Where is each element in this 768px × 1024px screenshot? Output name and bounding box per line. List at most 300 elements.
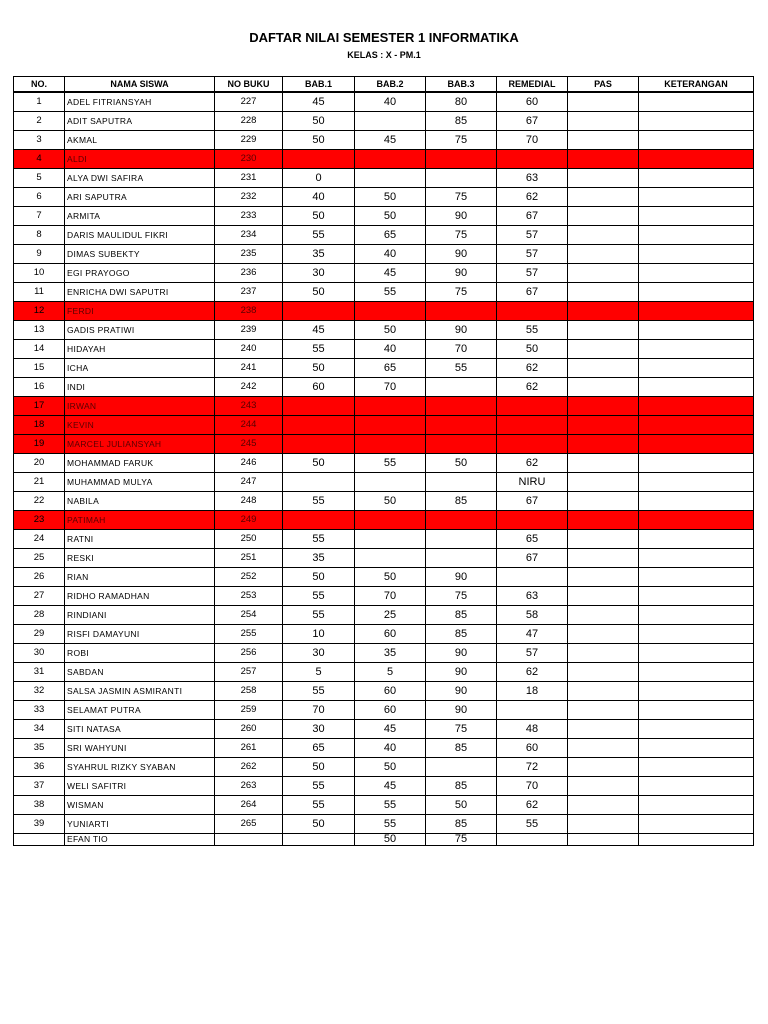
table-row (14, 302, 754, 321)
cell-no-buku: 239 (215, 321, 283, 340)
cell-nama: INDI (65, 378, 215, 397)
table-row (14, 777, 754, 796)
cell-no: 29 (14, 625, 65, 644)
cell-nama: DARIS MAULIDUL FIKRI (65, 226, 215, 245)
cell-keterangan (639, 92, 754, 112)
cell-nama: ARI SAPUTRA (65, 188, 215, 207)
cell-no: 3 (14, 131, 65, 150)
cell-pas (568, 587, 639, 606)
cell-keterangan (639, 245, 754, 264)
cell-keterangan (639, 644, 754, 663)
cell-no: 20 (14, 454, 65, 473)
cell-no: 37 (14, 777, 65, 796)
cell-no-buku (215, 834, 283, 846)
cell-nama: AKMAL (65, 131, 215, 150)
cell-nama: ADIT SAPUTRA (65, 112, 215, 131)
cell-bab2: 45 (355, 720, 426, 739)
cell-nama: IRWAN (65, 397, 215, 416)
cell-bab3 (426, 530, 497, 549)
header-no: NO. (14, 77, 65, 93)
cell-keterangan (639, 150, 754, 169)
cell-nama: SITI NATASA (65, 720, 215, 739)
cell-no: 15 (14, 359, 65, 378)
cell-keterangan (639, 663, 754, 682)
cell-keterangan (639, 834, 754, 846)
cell-bab3 (426, 302, 497, 321)
cell-bab2: 55 (355, 283, 426, 302)
cell-no: 4 (14, 150, 65, 169)
cell-bab2: 55 (355, 815, 426, 834)
cell-remedial: 62 (497, 359, 568, 378)
cell-bab3 (426, 435, 497, 454)
cell-bab1: 35 (283, 549, 355, 568)
cell-bab2: 45 (355, 131, 426, 150)
table-row (14, 245, 754, 264)
header-bab3: BAB.3 (426, 77, 497, 93)
cell-no-buku: 238 (215, 302, 283, 321)
cell-remedial: 58 (497, 606, 568, 625)
table-row (14, 207, 754, 226)
cell-remedial (497, 435, 568, 454)
header-bab2: BAB.2 (355, 77, 426, 93)
cell-remedial: 67 (497, 207, 568, 226)
cell-keterangan (639, 815, 754, 834)
cell-bab2: 65 (355, 359, 426, 378)
table-row (14, 549, 754, 568)
cell-pas (568, 321, 639, 340)
cell-keterangan (639, 777, 754, 796)
cell-remedial: 57 (497, 226, 568, 245)
cell-bab2: 40 (355, 245, 426, 264)
cell-keterangan (639, 568, 754, 587)
cell-remedial: 62 (497, 796, 568, 815)
cell-bab3: 70 (426, 340, 497, 359)
cell-keterangan (639, 701, 754, 720)
cell-remedial (497, 302, 568, 321)
cell-keterangan (639, 283, 754, 302)
cell-no-buku: 256 (215, 644, 283, 663)
cell-nama: SRI WAHYUNI (65, 739, 215, 758)
cell-remedial: 63 (497, 169, 568, 188)
cell-keterangan (639, 473, 754, 492)
cell-pas (568, 226, 639, 245)
cell-bab2: 50 (355, 321, 426, 340)
cell-pas (568, 473, 639, 492)
table-row (14, 530, 754, 549)
cell-nama: RATNI (65, 530, 215, 549)
cell-remedial: 62 (497, 454, 568, 473)
table-row (14, 568, 754, 587)
cell-bab3: 90 (426, 701, 497, 720)
cell-pas (568, 739, 639, 758)
table-row (14, 606, 754, 625)
table-row (14, 511, 754, 530)
cell-no-buku: 237 (215, 283, 283, 302)
cell-bab2: 60 (355, 625, 426, 644)
cell-pas (568, 644, 639, 663)
cell-bab1: 50 (283, 112, 355, 131)
cell-bab1: 30 (283, 644, 355, 663)
cell-bab2: 50 (355, 758, 426, 777)
cell-pas (568, 663, 639, 682)
cell-pas (568, 112, 639, 131)
cell-bab3: 55 (426, 359, 497, 378)
cell-no: 2 (14, 112, 65, 131)
cell-bab3: 85 (426, 112, 497, 131)
cell-pas (568, 720, 639, 739)
cell-no-buku: 232 (215, 188, 283, 207)
cell-no-buku: 227 (215, 92, 283, 112)
table-row (14, 473, 754, 492)
cell-remedial (497, 511, 568, 530)
cell-nama: MOHAMMAD FARUK (65, 454, 215, 473)
cell-nama: WELI SAFITRI (65, 777, 215, 796)
cell-remedial: NIRU (497, 473, 568, 492)
cell-pas (568, 188, 639, 207)
cell-remedial: 63 (497, 587, 568, 606)
cell-pas (568, 834, 639, 846)
cell-bab1: 55 (283, 492, 355, 511)
cell-no-buku: 265 (215, 815, 283, 834)
cell-nama: RISFI DAMAYUNI (65, 625, 215, 644)
cell-no-buku: 228 (215, 112, 283, 131)
cell-nama: YUNIARTI (65, 815, 215, 834)
cell-bab2 (355, 302, 426, 321)
cell-pas (568, 777, 639, 796)
cell-keterangan (639, 416, 754, 435)
cell-no-buku: 234 (215, 226, 283, 245)
cell-bab1: 50 (283, 568, 355, 587)
table-row (14, 739, 754, 758)
header-pas: PAS (568, 77, 639, 93)
cell-pas (568, 169, 639, 188)
cell-pas (568, 549, 639, 568)
cell-keterangan (639, 302, 754, 321)
cell-no: 13 (14, 321, 65, 340)
cell-bab3: 75 (426, 226, 497, 245)
cell-no-buku: 233 (215, 207, 283, 226)
cell-no: 10 (14, 264, 65, 283)
cell-no-buku: 248 (215, 492, 283, 511)
cell-keterangan (639, 739, 754, 758)
cell-bab1: 50 (283, 454, 355, 473)
table-row (14, 625, 754, 644)
cell-no-buku: 241 (215, 359, 283, 378)
cell-bab1 (283, 834, 355, 846)
cell-nama: DIMAS SUBEKTY (65, 245, 215, 264)
cell-remedial: 65 (497, 530, 568, 549)
cell-bab1: 45 (283, 92, 355, 112)
cell-no-buku: 230 (215, 150, 283, 169)
cell-pas (568, 701, 639, 720)
cell-remedial: 70 (497, 131, 568, 150)
cell-remedial: 57 (497, 644, 568, 663)
cell-remedial: 62 (497, 378, 568, 397)
cell-keterangan (639, 226, 754, 245)
cell-no: 34 (14, 720, 65, 739)
cell-no: 19 (14, 435, 65, 454)
cell-no-buku: 260 (215, 720, 283, 739)
table-row (14, 682, 754, 701)
cell-keterangan (639, 378, 754, 397)
cell-bab3 (426, 758, 497, 777)
cell-no: 22 (14, 492, 65, 511)
cell-remedial: 67 (497, 549, 568, 568)
cell-no: 14 (14, 340, 65, 359)
cell-remedial: 47 (497, 625, 568, 644)
cell-no-buku: 246 (215, 454, 283, 473)
cell-bab2: 50 (355, 834, 426, 846)
cell-bab3: 85 (426, 606, 497, 625)
table-row (14, 834, 754, 846)
cell-bab1: 60 (283, 378, 355, 397)
cell-pas (568, 207, 639, 226)
cell-remedial (497, 150, 568, 169)
cell-keterangan (639, 207, 754, 226)
cell-bab2 (355, 511, 426, 530)
cell-no: 12 (14, 302, 65, 321)
cell-bab3 (426, 549, 497, 568)
cell-bab2 (355, 112, 426, 131)
cell-nama: MUHAMMAD MULYA (65, 473, 215, 492)
cell-bab1: 10 (283, 625, 355, 644)
cell-bab3: 50 (426, 796, 497, 815)
cell-no-buku: 247 (215, 473, 283, 492)
cell-no: 7 (14, 207, 65, 226)
cell-bab1: 55 (283, 682, 355, 701)
cell-no: 39 (14, 815, 65, 834)
cell-pas (568, 378, 639, 397)
cell-pas (568, 131, 639, 150)
cell-remedial: 55 (497, 815, 568, 834)
cell-pas (568, 150, 639, 169)
cell-no: 11 (14, 283, 65, 302)
cell-bab1: 55 (283, 530, 355, 549)
cell-bab1: 5 (283, 663, 355, 682)
cell-pas (568, 245, 639, 264)
cell-keterangan (639, 264, 754, 283)
cell-nama: ALYA DWI SAFIRA (65, 169, 215, 188)
cell-no: 1 (14, 92, 65, 112)
cell-bab3: 50 (426, 454, 497, 473)
cell-pas (568, 302, 639, 321)
cell-remedial: 70 (497, 777, 568, 796)
cell-bab2: 40 (355, 739, 426, 758)
table-row (14, 378, 754, 397)
cell-keterangan (639, 169, 754, 188)
cell-bab1: 55 (283, 587, 355, 606)
cell-remedial (497, 397, 568, 416)
cell-no-buku: 244 (215, 416, 283, 435)
cell-no: 23 (14, 511, 65, 530)
cell-bab3: 90 (426, 207, 497, 226)
cell-nama: RIDHO RAMADHAN (65, 587, 215, 606)
cell-bab3: 85 (426, 625, 497, 644)
table-row (14, 644, 754, 663)
cell-nama: ALDI (65, 150, 215, 169)
cell-bab2 (355, 473, 426, 492)
cell-nama: PATIMAH (65, 511, 215, 530)
cell-keterangan (639, 682, 754, 701)
cell-nama: SYAHRUL RIZKY SYABAN (65, 758, 215, 777)
cell-remedial: 67 (497, 112, 568, 131)
cell-no: 33 (14, 701, 65, 720)
cell-nama: SELAMAT PUTRA (65, 701, 215, 720)
cell-bab1: 50 (283, 131, 355, 150)
table-row (14, 758, 754, 777)
cell-remedial: 57 (497, 245, 568, 264)
cell-pas (568, 511, 639, 530)
cell-pas (568, 568, 639, 587)
table-row (14, 454, 754, 473)
cell-remedial (497, 834, 568, 846)
cell-keterangan (639, 492, 754, 511)
table-row (14, 169, 754, 188)
cell-bab1: 55 (283, 226, 355, 245)
cell-keterangan (639, 359, 754, 378)
cell-no: 6 (14, 188, 65, 207)
cell-nama: EFAN TIO (65, 834, 215, 846)
cell-nama: ARMITA (65, 207, 215, 226)
cell-no-buku: 249 (215, 511, 283, 530)
header-no-buku: NO BUKU (215, 77, 283, 93)
cell-bab1: 45 (283, 321, 355, 340)
cell-bab3: 90 (426, 663, 497, 682)
cell-no: 16 (14, 378, 65, 397)
cell-keterangan (639, 720, 754, 739)
cell-remedial: 57 (497, 264, 568, 283)
cell-bab2: 70 (355, 587, 426, 606)
cell-pas (568, 454, 639, 473)
cell-bab2: 55 (355, 454, 426, 473)
cell-no-buku: 261 (215, 739, 283, 758)
table-row (14, 587, 754, 606)
header-bab1: BAB.1 (283, 77, 355, 93)
cell-pas (568, 92, 639, 112)
cell-bab1: 30 (283, 264, 355, 283)
cell-keterangan (639, 796, 754, 815)
cell-no: 8 (14, 226, 65, 245)
cell-bab3: 75 (426, 188, 497, 207)
cell-bab3 (426, 511, 497, 530)
cell-no-buku: 258 (215, 682, 283, 701)
cell-nama: ENRICHA DWI SAPUTRI (65, 283, 215, 302)
cell-bab1: 50 (283, 815, 355, 834)
cell-remedial: 62 (497, 188, 568, 207)
cell-bab2: 55 (355, 796, 426, 815)
cell-bab3: 90 (426, 264, 497, 283)
cell-nama: FERDI (65, 302, 215, 321)
table-row (14, 701, 754, 720)
cell-pas (568, 682, 639, 701)
table-row (14, 720, 754, 739)
cell-pas (568, 492, 639, 511)
cell-bab1 (283, 302, 355, 321)
cell-no: 35 (14, 739, 65, 758)
cell-keterangan (639, 435, 754, 454)
cell-bab1 (283, 150, 355, 169)
cell-remedial: 67 (497, 492, 568, 511)
cell-bab2 (355, 150, 426, 169)
cell-bab2: 45 (355, 264, 426, 283)
grades-table (13, 76, 754, 846)
cell-nama: WISMAN (65, 796, 215, 815)
table-row (14, 663, 754, 682)
cell-no-buku: 254 (215, 606, 283, 625)
cell-no-buku: 243 (215, 397, 283, 416)
cell-no: 24 (14, 530, 65, 549)
cell-bab3: 90 (426, 245, 497, 264)
table-row (14, 264, 754, 283)
cell-nama: HIDAYAH (65, 340, 215, 359)
cell-no-buku: 253 (215, 587, 283, 606)
table-row (14, 92, 754, 112)
cell-keterangan (639, 340, 754, 359)
cell-nama: ROBI (65, 644, 215, 663)
cell-nama: RESKI (65, 549, 215, 568)
header-keterangan: KETERANGAN (639, 77, 754, 93)
cell-keterangan (639, 587, 754, 606)
cell-no-buku: 251 (215, 549, 283, 568)
cell-no: 9 (14, 245, 65, 264)
cell-remedial: 67 (497, 283, 568, 302)
cell-remedial (497, 416, 568, 435)
cell-bab1 (283, 473, 355, 492)
cell-keterangan (639, 321, 754, 340)
cell-bab2: 50 (355, 492, 426, 511)
sheet-subtitle: KELAS : X - PM.1 (347, 50, 421, 60)
cell-bab2: 45 (355, 777, 426, 796)
cell-bab1: 50 (283, 359, 355, 378)
table-row (14, 397, 754, 416)
cell-no: 17 (14, 397, 65, 416)
sheet-title: DAFTAR NILAI SEMESTER 1 INFORMATIKA (249, 30, 519, 45)
cell-bab1: 55 (283, 777, 355, 796)
cell-keterangan (639, 530, 754, 549)
cell-bab3: 90 (426, 321, 497, 340)
cell-no-buku: 255 (215, 625, 283, 644)
cell-pas (568, 264, 639, 283)
cell-pas (568, 606, 639, 625)
cell-bab1: 70 (283, 701, 355, 720)
cell-bab3: 85 (426, 739, 497, 758)
cell-no: 31 (14, 663, 65, 682)
cell-pas (568, 530, 639, 549)
cell-pas (568, 416, 639, 435)
cell-remedial (497, 701, 568, 720)
cell-keterangan (639, 397, 754, 416)
table-row (14, 188, 754, 207)
cell-remedial: 62 (497, 663, 568, 682)
cell-no: 38 (14, 796, 65, 815)
cell-bab2: 60 (355, 682, 426, 701)
cell-bab1 (283, 511, 355, 530)
cell-bab2: 5 (355, 663, 426, 682)
header-row (14, 77, 754, 93)
cell-remedial (497, 568, 568, 587)
cell-bab3: 75 (426, 720, 497, 739)
cell-no-buku: 250 (215, 530, 283, 549)
cell-bab2: 50 (355, 207, 426, 226)
header-nama-siswa: NAMA SISWA (65, 77, 215, 93)
table-row (14, 435, 754, 454)
cell-keterangan (639, 758, 754, 777)
table-row (14, 321, 754, 340)
cell-no-buku: 245 (215, 435, 283, 454)
cell-bab2: 50 (355, 188, 426, 207)
cell-bab1: 50 (283, 207, 355, 226)
cell-no-buku: 242 (215, 378, 283, 397)
